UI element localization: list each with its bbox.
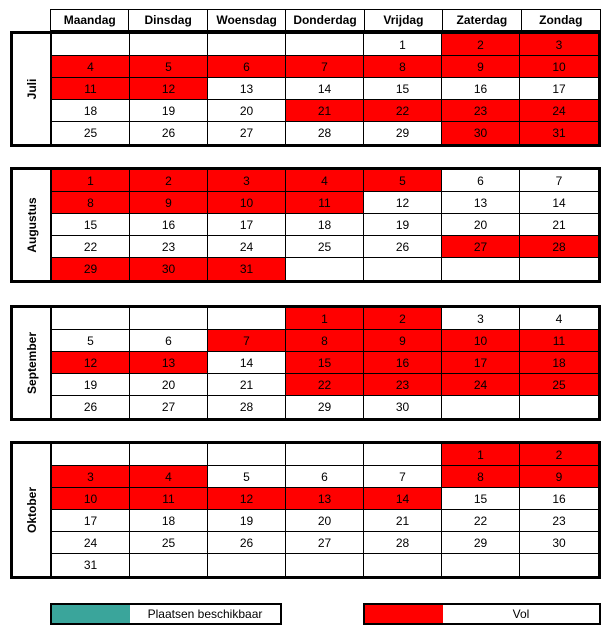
day-cell: 17 bbox=[520, 78, 598, 100]
day-cell: 28 bbox=[208, 396, 286, 418]
weekday-label: Donderdag bbox=[286, 10, 364, 30]
weekday-label: Maandag bbox=[51, 10, 129, 30]
weekday-label: Woensdag bbox=[208, 10, 286, 30]
day-cell: 5 bbox=[364, 170, 442, 192]
day-cell: 27 bbox=[442, 236, 520, 258]
day-cell: 18 bbox=[286, 214, 364, 236]
day-cell: 4 bbox=[52, 56, 130, 78]
day-cell: 16 bbox=[520, 488, 598, 510]
day-cell: 19 bbox=[208, 510, 286, 532]
day-cell: 28 bbox=[520, 236, 598, 258]
month-grid bbox=[52, 308, 598, 418]
day-cell: 25 bbox=[520, 374, 598, 396]
day-cell: 6 bbox=[208, 56, 286, 78]
day-cell: 28 bbox=[364, 532, 442, 554]
day-cell: 21 bbox=[208, 374, 286, 396]
empty-cell bbox=[208, 308, 286, 330]
empty-cell bbox=[52, 444, 130, 466]
day-cell: 14 bbox=[520, 192, 598, 214]
empty-cell bbox=[52, 34, 130, 56]
day-cell: 18 bbox=[52, 100, 130, 122]
day-cell: 15 bbox=[286, 352, 364, 374]
day-cell: 25 bbox=[286, 236, 364, 258]
empty-cell bbox=[442, 396, 520, 418]
day-cell: 26 bbox=[364, 236, 442, 258]
day-cell: 1 bbox=[364, 34, 442, 56]
day-cell: 22 bbox=[442, 510, 520, 532]
day-cell: 3 bbox=[208, 170, 286, 192]
weekday-label: Dinsdag bbox=[129, 10, 207, 30]
weekday-label: Vrijdag bbox=[365, 10, 443, 30]
day-cell: 26 bbox=[208, 532, 286, 554]
day-cell: 6 bbox=[286, 466, 364, 488]
day-cell: 7 bbox=[520, 170, 598, 192]
day-cell: 5 bbox=[208, 466, 286, 488]
day-cell: 25 bbox=[130, 532, 208, 554]
month-label-cell bbox=[13, 34, 52, 144]
month-name: September bbox=[24, 331, 39, 395]
empty-cell bbox=[130, 444, 208, 466]
day-cell: 9 bbox=[130, 192, 208, 214]
day-cell: 19 bbox=[130, 100, 208, 122]
day-cell: 2 bbox=[442, 34, 520, 56]
month-name: Augustus bbox=[24, 197, 39, 253]
month-label-cell bbox=[13, 444, 52, 576]
day-cell: 5 bbox=[52, 330, 130, 352]
day-cell: 16 bbox=[442, 78, 520, 100]
day-cell: 17 bbox=[442, 352, 520, 374]
day-cell: 7 bbox=[286, 56, 364, 78]
day-cell: 13 bbox=[442, 192, 520, 214]
empty-cell bbox=[208, 554, 286, 576]
empty-cell bbox=[364, 258, 442, 280]
day-cell: 13 bbox=[130, 352, 208, 374]
day-cell: 15 bbox=[52, 214, 130, 236]
day-cell: 12 bbox=[52, 352, 130, 374]
day-cell: 10 bbox=[442, 330, 520, 352]
weekday-header bbox=[50, 9, 601, 31]
day-cell: 7 bbox=[364, 466, 442, 488]
day-cell: 31 bbox=[520, 122, 598, 144]
day-cell: 20 bbox=[442, 214, 520, 236]
day-cell: 6 bbox=[442, 170, 520, 192]
day-cell: 6 bbox=[130, 330, 208, 352]
month-label-cell bbox=[13, 170, 52, 280]
month-block-september bbox=[10, 305, 601, 421]
day-cell: 16 bbox=[364, 352, 442, 374]
month-block-juli bbox=[10, 31, 601, 147]
day-cell: 25 bbox=[52, 122, 130, 144]
day-cell: 22 bbox=[364, 100, 442, 122]
weekday-label: Zondag bbox=[539, 13, 583, 27]
day-cell: 11 bbox=[130, 488, 208, 510]
empty-cell bbox=[520, 258, 598, 280]
month-block-augustus bbox=[10, 167, 601, 283]
day-cell: 11 bbox=[52, 78, 130, 100]
day-cell: 10 bbox=[52, 488, 130, 510]
day-cell: 31 bbox=[52, 554, 130, 576]
day-cell: 14 bbox=[208, 352, 286, 374]
day-cell: 14 bbox=[364, 488, 442, 510]
day-cell: 21 bbox=[364, 510, 442, 532]
day-cell: 20 bbox=[130, 374, 208, 396]
day-cell: 4 bbox=[286, 170, 364, 192]
empty-cell bbox=[52, 308, 130, 330]
weekday-label: Zaterdag bbox=[443, 10, 521, 30]
day-cell: 8 bbox=[52, 192, 130, 214]
day-cell: 30 bbox=[442, 122, 520, 144]
day-cell: 12 bbox=[208, 488, 286, 510]
day-cell: 30 bbox=[520, 532, 598, 554]
day-cell: 26 bbox=[52, 396, 130, 418]
day-cell: 16 bbox=[130, 214, 208, 236]
day-cell: 9 bbox=[364, 330, 442, 352]
day-cell: 19 bbox=[52, 374, 130, 396]
day-cell: 23 bbox=[364, 374, 442, 396]
day-cell: 13 bbox=[208, 78, 286, 100]
month-block-oktober bbox=[10, 441, 601, 579]
day-cell: 3 bbox=[442, 308, 520, 330]
day-cell: 2 bbox=[364, 308, 442, 330]
day-cell: 29 bbox=[286, 396, 364, 418]
day-cell: 5 bbox=[130, 56, 208, 78]
empty-cell bbox=[364, 554, 442, 576]
day-cell: 19 bbox=[364, 214, 442, 236]
empty-cell bbox=[130, 308, 208, 330]
legend-full bbox=[363, 603, 601, 625]
day-cell: 30 bbox=[130, 258, 208, 280]
day-cell: 26 bbox=[130, 122, 208, 144]
day-cell: 9 bbox=[520, 466, 598, 488]
day-cell: 8 bbox=[364, 56, 442, 78]
day-cell: 23 bbox=[520, 510, 598, 532]
day-cell: 12 bbox=[130, 78, 208, 100]
legend-available bbox=[50, 603, 282, 625]
month-name: Oktober bbox=[24, 486, 39, 534]
empty-cell bbox=[286, 444, 364, 466]
day-cell: 17 bbox=[208, 214, 286, 236]
empty-cell bbox=[130, 34, 208, 56]
empty-cell bbox=[286, 554, 364, 576]
day-cell: 23 bbox=[442, 100, 520, 122]
day-cell: 1 bbox=[286, 308, 364, 330]
day-cell: 4 bbox=[130, 466, 208, 488]
day-cell: 23 bbox=[130, 236, 208, 258]
empty-cell bbox=[364, 444, 442, 466]
day-cell: 15 bbox=[364, 78, 442, 100]
day-cell: 10 bbox=[208, 192, 286, 214]
day-cell: 30 bbox=[364, 396, 442, 418]
empty-cell bbox=[520, 396, 598, 418]
day-cell: 21 bbox=[520, 214, 598, 236]
day-cell: 13 bbox=[286, 488, 364, 510]
day-cell: 17 bbox=[52, 510, 130, 532]
available-label: Plaatsen beschikbaar bbox=[147, 607, 263, 621]
empty-cell bbox=[208, 444, 286, 466]
month-name: Juli bbox=[24, 78, 39, 100]
day-cell: 29 bbox=[52, 258, 130, 280]
day-cell: 22 bbox=[286, 374, 364, 396]
day-cell: 24 bbox=[52, 532, 130, 554]
month-label-cell bbox=[13, 308, 52, 418]
day-cell: 31 bbox=[208, 258, 286, 280]
day-cell: 22 bbox=[52, 236, 130, 258]
day-cell: 28 bbox=[286, 122, 364, 144]
day-cell: 15 bbox=[442, 488, 520, 510]
month-grid bbox=[52, 34, 598, 144]
day-cell: 1 bbox=[442, 444, 520, 466]
empty-cell bbox=[520, 554, 598, 576]
full-swatch bbox=[365, 605, 443, 623]
empty-cell bbox=[286, 34, 364, 56]
day-cell: 11 bbox=[520, 330, 598, 352]
day-cell: 3 bbox=[52, 466, 130, 488]
available-swatch bbox=[52, 605, 130, 623]
day-cell: 24 bbox=[520, 100, 598, 122]
full-label: Vol bbox=[512, 607, 530, 621]
empty-cell bbox=[286, 258, 364, 280]
day-cell: 1 bbox=[52, 170, 130, 192]
day-cell: 12 bbox=[364, 192, 442, 214]
day-cell: 20 bbox=[286, 510, 364, 532]
day-cell: 8 bbox=[286, 330, 364, 352]
day-cell: 18 bbox=[130, 510, 208, 532]
day-cell: 11 bbox=[286, 192, 364, 214]
day-cell: 27 bbox=[286, 532, 364, 554]
day-cell: 2 bbox=[520, 444, 598, 466]
month-grid bbox=[52, 170, 598, 280]
day-cell: 2 bbox=[130, 170, 208, 192]
day-cell: 3 bbox=[520, 34, 598, 56]
day-cell: 27 bbox=[130, 396, 208, 418]
day-cell: 29 bbox=[364, 122, 442, 144]
day-cell: 8 bbox=[442, 466, 520, 488]
empty-cell bbox=[130, 554, 208, 576]
empty-cell bbox=[442, 258, 520, 280]
day-cell: 14 bbox=[286, 78, 364, 100]
month-grid bbox=[52, 444, 598, 576]
day-cell: 9 bbox=[442, 56, 520, 78]
day-cell: 4 bbox=[520, 308, 598, 330]
day-cell: 18 bbox=[520, 352, 598, 374]
day-cell: 7 bbox=[208, 330, 286, 352]
day-cell: 24 bbox=[208, 236, 286, 258]
day-cell: 29 bbox=[442, 532, 520, 554]
day-cell: 20 bbox=[208, 100, 286, 122]
day-cell: 21 bbox=[286, 100, 364, 122]
day-cell: 24 bbox=[442, 374, 520, 396]
day-cell: 10 bbox=[520, 56, 598, 78]
empty-cell bbox=[442, 554, 520, 576]
empty-cell bbox=[208, 34, 286, 56]
day-cell: 27 bbox=[208, 122, 286, 144]
